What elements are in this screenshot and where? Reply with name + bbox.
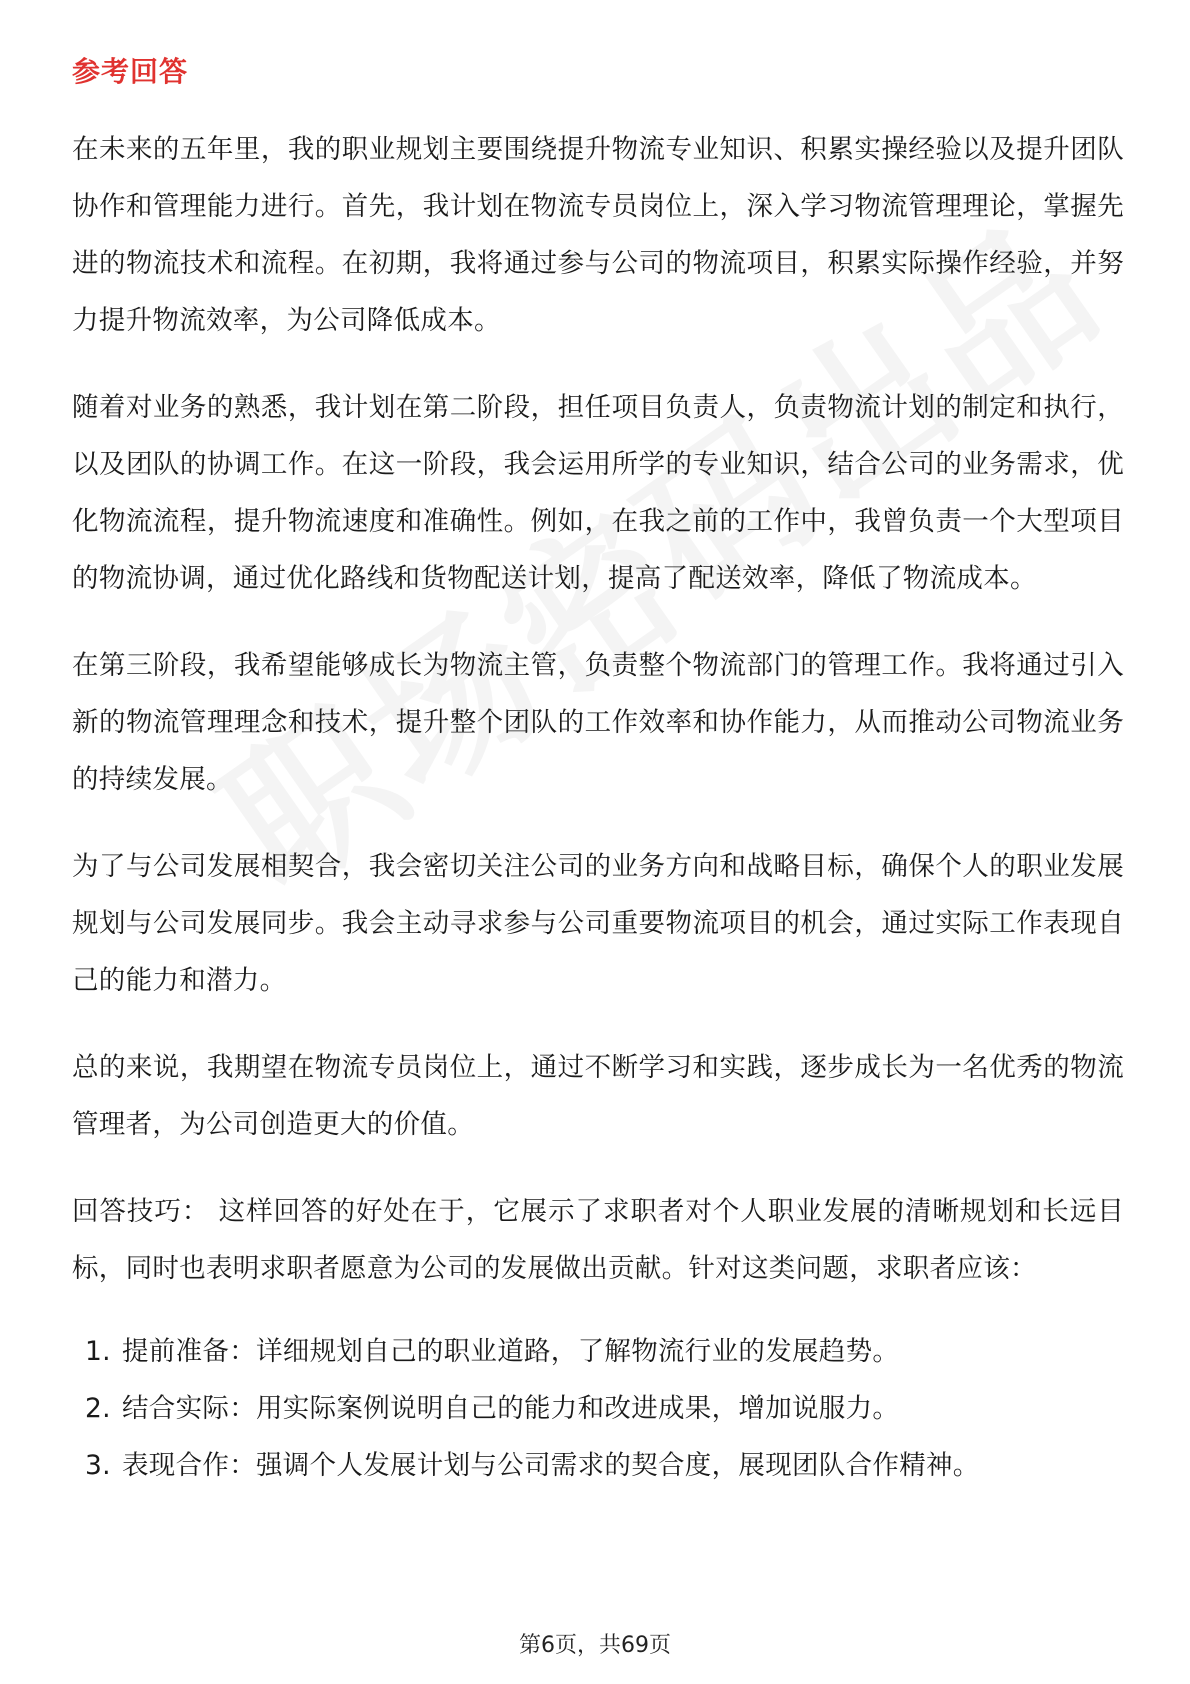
answer-body: [72, 121, 1124, 1494]
paragraph-1: 在未来的五年里，我的职业规划主要围绕提升物流专业知识、积累实操经验以及提升团队协作和管理能力进行。首先，我计划在物流专员岗位上，深入学习物流管理理论，掌握先进的物流技术和流程。在初期，我将通过参与公司的物流项目，积累实际操作经验，并努力提升物流效率，为公司降低成本。: [72, 134, 1124, 336]
list-item-text: 表现合作：强调个人发展计划与公司需求的契合度，展现团队合作精神。: [122, 1450, 980, 1481]
list-item-text: 结合实际：用实际案例说明自己的能力和改进成果，增加说服力。: [122, 1393, 900, 1424]
list-item: [72, 1380, 1124, 1437]
list-number: 2.: [85, 1393, 111, 1424]
list-item: [72, 1437, 1124, 1494]
paragraph-2: 随着对业务的熟悉，我计划在第二阶段，担任项目负责人，负责物流计划的制定和执行，以及团队的协调工作。在这一阶段，我会运用所学的专业知识，结合公司的业务需求，优化物流流程，提升物流速度和准确性。例如，在我之前的工作中，我曾负责一个大型项目的物流协调，通过优化路线和货物配送计划，提高了配送效率，降低了物流成本。: [72, 392, 1124, 594]
list-item-text: 提前准备：详细规划自己的职业道路，了解物流行业的发展趋势。: [122, 1336, 900, 1367]
tips-list: [72, 1323, 1124, 1494]
paragraph-4: 为了与公司发展相契合，我会密切关注公司的业务方向和战略目标，确保个人的职业发展规划与公司发展同步。我会主动寻求参与公司重要物流项目的机会，通过实际工作表现自己的能力和潜力。: [72, 851, 1124, 996]
tips-intro: 回答技巧： 这样回答的好处在于，它展示了求职者对个人职业发展的清晰规划和长远目标，同时也表明求职者愿意为公司的发展做出贡献。针对这类问题，求职者应该：: [72, 1196, 1124, 1284]
paragraph-5: 总的来说，我期望在物流专员岗位上，通过不断学习和实践，逐步成长为一名优秀的物流管理者，为公司创造更大的价值。: [72, 1052, 1124, 1140]
list-item: [72, 1323, 1124, 1380]
page-number: 第6页，共69页: [519, 1633, 671, 1658]
list-number: 1.: [85, 1336, 111, 1367]
section-heading: 参考回答: [72, 55, 189, 88]
list-number: 3.: [85, 1450, 111, 1481]
paragraph-3: 在第三阶段，我希望能够成长为物流主管，负责整个物流部门的管理工作。我将通过引入新的物流管理理念和技术，提升整个团队的工作效率和协作能力，从而推动公司物流业务的持续发展。: [72, 650, 1124, 795]
